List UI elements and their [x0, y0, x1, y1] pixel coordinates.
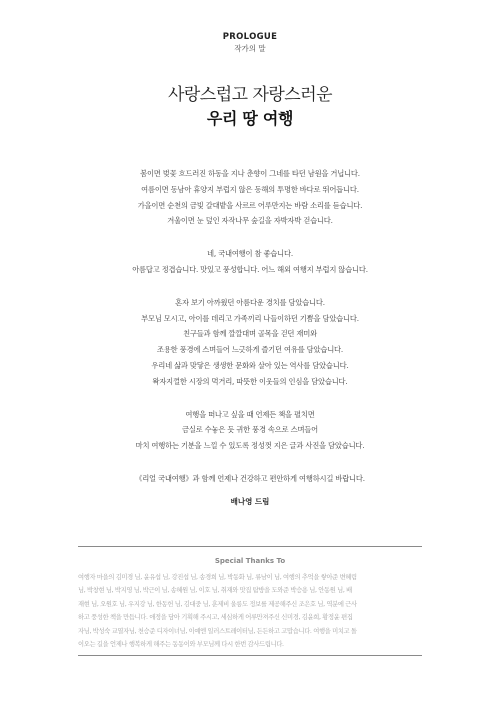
thanks-line: 자님, 박성숙 교열자님, 천승준 디자이너님, 이예엔 일러스트레이터님, 든든하고 고맙습니다. 여행을 미치고 돌 — [78, 627, 357, 635]
thanks-line: 여행자 마을의 김미경 님, 윤유섭 님, 강진섭 님, 송경희 님, 박동화 님, 류남이 님, 여행의 추억을 쌓아준 변혜림 — [78, 574, 357, 581]
text-line: 여름이면 동남아 휴양지 부럽지 않은 동해의 투명한 바다로 뛰어듭니다. — [141, 184, 359, 194]
text-line: 친구들과 함께 깔깔대며 골목을 걷던 재미와 — [183, 329, 317, 339]
thanks-title: Special Thanks To — [214, 557, 286, 565]
text-line: 겨울이면 눈 덮인 자작나무 숲길을 자박자박 걷습니다. — [167, 216, 333, 226]
text-line: 마치 여행하는 기분을 느낄 수 있도록 정성껏 지은 글과 사진을 담았습니다. — [135, 441, 365, 451]
text-line: 왁자지껄한 시장의 먹거리, 따뜻한 이웃들의 인심을 담았습니다. — [152, 376, 348, 386]
prologue-body — [0, 166, 500, 504]
divider-top — [78, 546, 422, 547]
text-line: 봄이면 벚꽃 흐드러진 하동을 지나 춘향이 그네를 타던 남원을 거닙니다. — [140, 169, 360, 178]
prologue-subtitle: 작가의 말 — [234, 44, 266, 53]
prologue-header — [0, 32, 500, 54]
signature: 배나영 드림 — [230, 497, 270, 506]
thanks-line: 재현 님, 오원호 님, 우지강 님, 한동헌 님, 김대중 님, 훈제비 울릉도 정보를 제공해주신 조은호 님, 역분에 근사 — [78, 600, 357, 608]
thanks-body — [78, 571, 422, 651]
text-line: 아름답고 정겹습니다. 맛있고 풍성합니다. 어느 해외 여행지 부럽지 않습니다. — [132, 264, 368, 274]
paragraph — [0, 407, 500, 454]
text-line: 여행을 떠나고 싶을 때 언제든 책을 펼치면 — [185, 409, 315, 419]
thanks-line: 하고 풍성한 책을 만듭니다. 애정을 담아 기획해 주시고, 세심하게 어루만져주신 신미경, 김윤희, 황정윤 편집 — [78, 614, 353, 622]
thanks-line: 이오는 길을 언제나 행복하게 해주는 동동이와 부모님께 다시 한번 감사드립니다. — [78, 641, 284, 649]
page-title — [0, 84, 500, 130]
paragraph — [0, 295, 500, 390]
title-line-2: 우리 땅 여행 — [206, 109, 294, 128]
thanks-line: 님, 박창현 님, 박지영 님, 박근이 님, 송혜원 님, 이호 님, 취재와 맛집 탐방을 도와준 박승용 님, 안동원 님, 배 — [78, 587, 352, 595]
text-line: 조용한 풍경에 스며들어 느긋하게 즐기던 여유를 담았습니다. — [156, 345, 344, 355]
title-line-1: 사랑스럽고 자랑스러운 — [167, 85, 333, 105]
divider-bottom — [78, 655, 422, 656]
paragraph — [0, 166, 500, 229]
text-line: 우리네 삶과 맞닿은 생생한 문화와 살아 있는 역사를 담았습니다. — [151, 360, 349, 370]
paragraph — [0, 471, 500, 487]
text-line: 《리얼 국내여행》과 함께 언제나 건강하고 편안하게 여행하시길 바랍니다. — [135, 473, 365, 483]
text-line: 네, 국내여행이 참 좋습니다. — [207, 249, 293, 259]
text-line: 금실로 수놓은 듯 귀한 풍경 속으로 스며들어 — [182, 425, 318, 435]
paragraph — [0, 246, 500, 278]
text-line: 부모님 모시고, 아이를 데리고 가족끼리 나들이하던 기쁨을 담았습니다. — [141, 313, 359, 323]
text-line: 가을이면 순천의 금빛 갈대밭을 사르르 어루만지는 바람 소리를 듣습니다. — [137, 200, 363, 210]
prologue-label: PROLOGUE — [222, 32, 278, 42]
text-line: 혼자 보기 아까웠던 아름다운 경치를 담았습니다. — [175, 297, 325, 307]
